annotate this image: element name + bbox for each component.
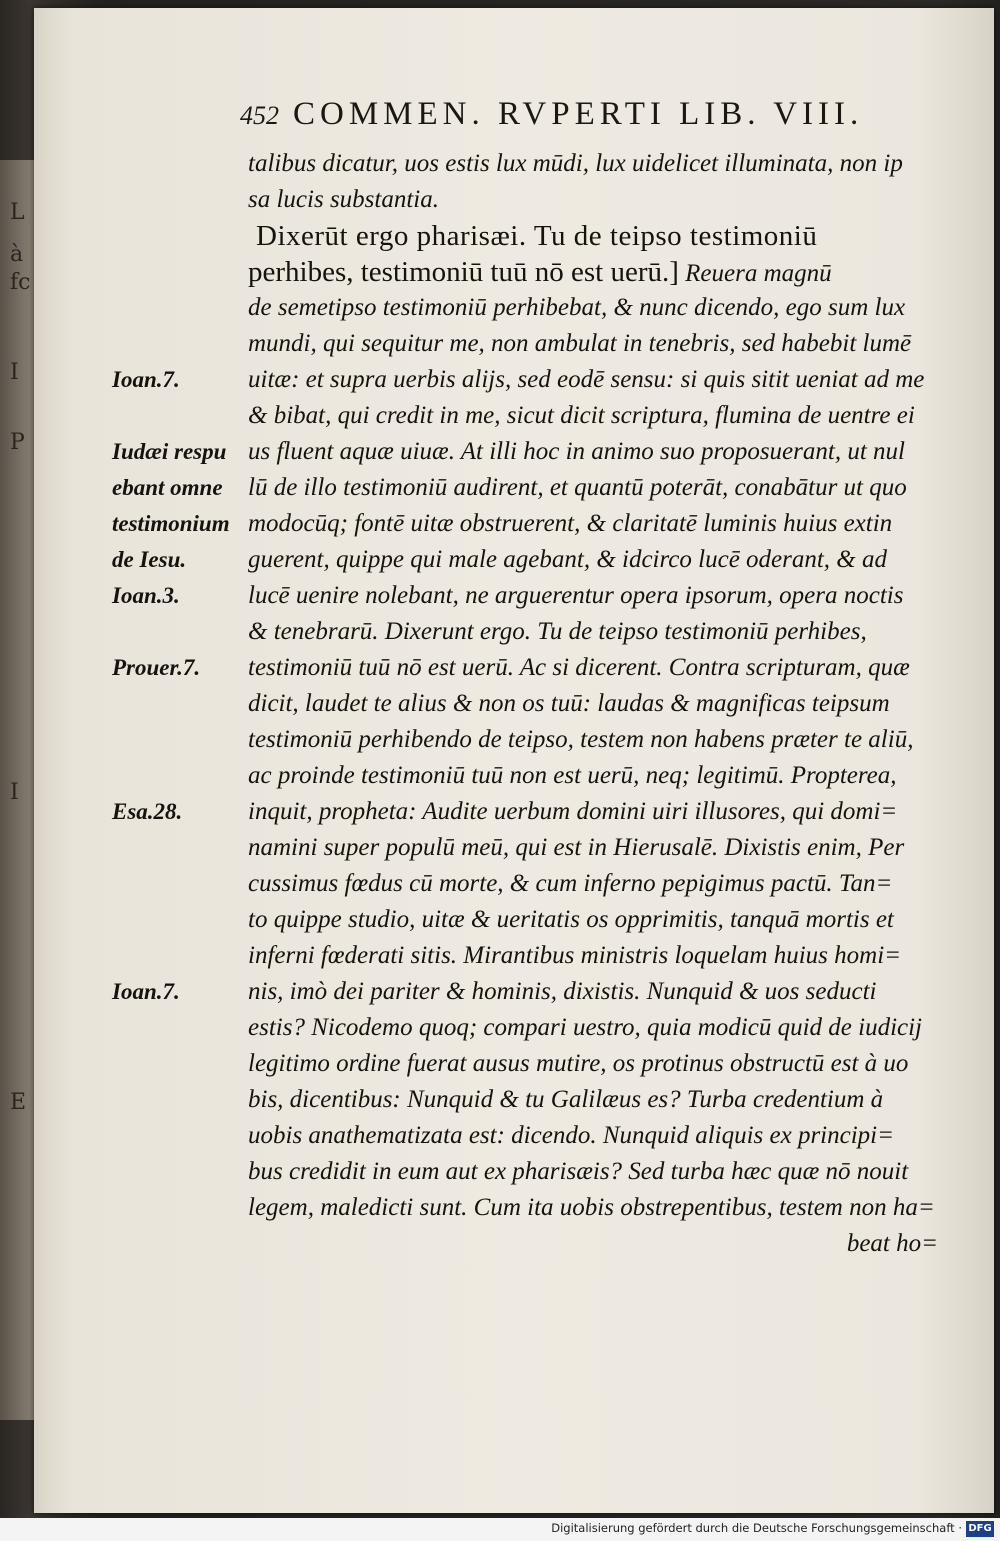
body-text [248,146,938,1262]
prev-leaf-letter: à [10,242,24,267]
text-line: legem, maledicti sunt. Cum ita uobis obstrepentibus, testem non ha= [248,1194,935,1221]
margin-note: testimonium [112,511,230,536]
margin-note: Ioan.7. [112,367,180,392]
prev-leaf-letter: I [10,360,19,385]
text-line: uobis anathematizata est: dicendo. Nunquid aliquis ex principi= [248,1122,894,1149]
text-line [248,254,938,290]
previous-leaf-edge [0,160,34,1420]
margin-note: Ioan.7. [112,979,180,1004]
dfg-logo: DFG [966,1521,994,1537]
running-header [240,96,930,146]
text-line: lū de illo testimoniū audirent, et quantū poterāt, conabātur ut quo [248,474,907,501]
text-line: inferni fœderati sitis. Mirantibus ministris loquelam huius homi= [248,942,902,969]
digitization-footer [0,1518,1000,1541]
text-line: bis, dicentibus: Nunquid & tu Galilæus es? Turba credentium à [248,1086,884,1113]
text-line: guerent, quippe qui male agebant, & idcirco lucē oderant, & ad [248,546,888,573]
text-line: uitæ: et supra uerbis alijs, sed eodē sensu: si quis sitit ueniat ad me [248,366,925,393]
prev-leaf-letter: L [10,200,25,225]
prev-leaf-letter: E [10,1090,27,1115]
text-line: talibus dicatur, uos estis lux mūdi, lux uidelicet illuminata, non ip [248,150,903,177]
text-line: estis? Nicodemo quoq; compari uestro, quia modicū quid de iudicij [248,1014,922,1041]
text-line: modocūq; fontē uitæ obstruerent, & claritatē luminis huius extin [248,510,893,537]
text-line: lucē uenire nolebant, ne arguerentur opera ipsorum, opera noctis [248,582,904,609]
text-line: & tenebrarū. Dixerunt ergo. Tu de teipso testimoniū perhibes, [248,618,867,645]
text-line: to quippe studio, uitæ & ueritatis os opprimitis, tanquā mortis et [248,906,894,933]
text-line: sa lucis substantia. [248,186,439,213]
text-line: us fluent aquæ uiuæ. At illi hoc in animo suo proposuerant, ut nul [248,438,905,465]
margin-note: de Iesu. [112,547,187,572]
prev-leaf-letter: P [10,430,25,455]
text-line-lemma: perhibes, testimoniū tuū nō est uerū.] [248,256,679,288]
text-line: Dixerūt ergo pharisæi. Tu de teipso testimoniū [256,220,818,252]
text-line: legitimo ordine fuerat ausus mutire, os protinus obstructū est à uo [248,1050,909,1077]
text-line: de semetipso testimoniū perhibebat, & nunc dicendo, ego sum lux [248,294,906,321]
prev-leaf-letter: I [10,780,19,805]
prev-leaf-letter: fc [10,270,31,295]
margin-note: Prouer.7. [112,655,201,680]
text-line: namini super populū meū, qui est in Hierusalē. Dixistis enim, Per [248,834,905,861]
text-line: inquit, propheta: Audite uerbum domini uiri illusores, qui domi= [248,798,898,825]
catchword: beat ho= [846,1230,938,1257]
margin-note: Ioan.3. [112,583,180,608]
text-line: cussimus fœdus cū morte, & cum inferno pepigimus pactū. Tan= [248,870,893,897]
text-line: testimoniū tuū nō est uerū. Ac si dicerent. Contra scripturam, quæ [248,654,910,681]
text-line: ac proinde testimoniū tuū non est uerū, neq; legitimū. Propterea, [248,762,897,789]
text-line: mundi, qui sequitur me, non ambulat in tenebris, sed habebit lumē [248,330,912,357]
text-line-tail: Reuera magnū [685,260,832,287]
footer-credit: Digitalisierung gefördert durch die Deutsche Forschungsgemeinschaft · [551,1521,962,1535]
page-number: 452 [240,101,279,130]
margin-note: ebant omne [112,475,223,500]
margin-note: Esa.28. [112,799,183,824]
text-line: testimoniū perhibendo de teipso, testem non habens præter te aliū, [248,726,914,753]
text-line: dicit, laudet te alius & non os tuū: laudas & magnificas teipsum [248,690,890,717]
text-line: bus credidit in eum aut ex pharisæis? Sed turba hæc quæ nō nouit [248,1158,909,1185]
margin-note: Iudæi respu [112,439,227,464]
text-line: & bibat, qui credit in me, sicut dicit scriptura, flumina de uentre ei [248,402,915,429]
text-line: nis, imò dei pariter & hominis, dixistis. Nunquid & uos seducti [248,978,877,1005]
running-title: COMMEN. RVPERTI LIB. VIII. [293,96,864,132]
